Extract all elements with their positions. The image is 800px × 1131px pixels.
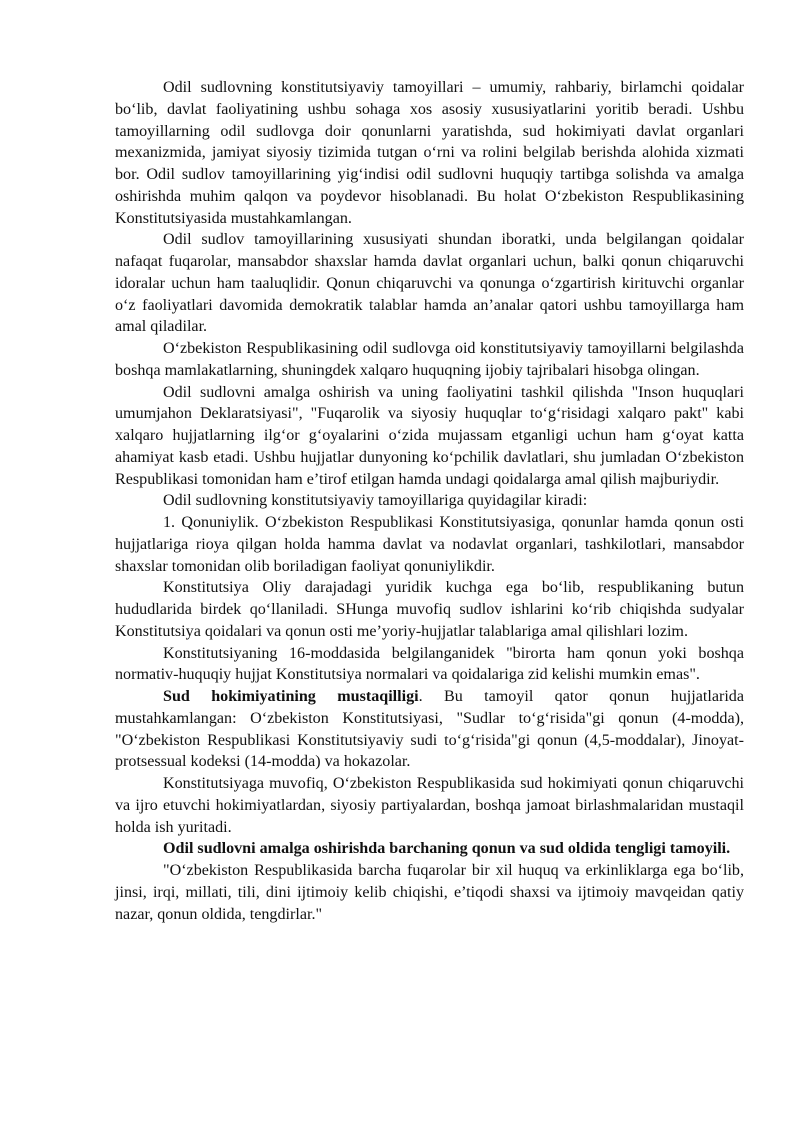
paragraph-8 xyxy=(115,643,744,687)
paragraph-7 xyxy=(115,577,744,642)
paragraph-text: 1. Qonuniylik. O‘zbekiston Respublikasi Konstitutsiyasiga, qonunlar hamda qonun osti hujjatlariga rioya qilgan holda hamma davlat va nodavlat organlari, tashkilotlari, mansabdor shaxslar tomonidan olib boriladigan faoliyat qonuniylikdir. xyxy=(115,514,744,575)
paragraph-6 xyxy=(115,512,744,577)
paragraph-2 xyxy=(115,229,744,338)
paragraph-text: Konstitutsiyaga muvofiq, O‘zbekiston Respublikasida sud hokimiyati qonun chiqaruvchi va ijro etuvchi hokimiyatlardan, siyosiy partiyalardan, boshqa jamoat birlashmalaridan mustaqil holda ish yuritadi. xyxy=(115,775,744,836)
paragraph-text: Odil sudlovni amalga oshirish va uning faoliyatini tashkil qilishda "Inson huquqlari umumjahon Deklaratsiyasi", "Fuqarolik va siyosiy huquqlar to‘g‘risidagi xalqaro pakt" kabi xalqaro hujjatlarning ilg‘or g‘oyalarini o‘zida mujassam etganligi uchun ham g‘oyat katta ahamiyat kasb etadi. Ushbu hujjatlar dunyoning ko‘pchilik davlatlari, shu jumladan O‘zbekiston Respublikasi tomonidan ham e’tirof etilgan hamda undagi qoidalarga amal qilish majburiydir. xyxy=(115,383,744,488)
paragraph-text: Odil sudlovning konstitutsiyaviy tamoyillari – umumiy, rahbariy, birlamchi qoidalar bo‘lib, davlat faoliyatining ushbu sohaga xos asosiy xususiyatlarini yoritib beradi. Ushbu tamoyillarning odil sudlovga doir qonunlarni yaratishda, sud hokimiyati davlat organlari mexanizmida, jamiyat siyosiy tizimida tutgan o‘rni va rolini belgilab berishda alohida xizmati bor. Odil sudlov tamoyillarining yig‘indisi odil sudlovni huquqiy tartibga solishda va amalga oshirishda muhim qalqon va poydevor hisoblanadi. Bu holat O‘zbekiston Respublikasining Konstitutsiyasida mustahkamlangan. xyxy=(115,79,744,227)
paragraph-text: O‘zbekiston Respublikasining odil sudlovga oid konstitutsiyaviy tamoyillarni belgilashda boshqa mamlakatlarning, shuningdek xalqaro huquqning ijobiy tajribalari hisobga olingan. xyxy=(115,340,744,379)
paragraph-12 xyxy=(115,860,744,925)
paragraph-5 xyxy=(115,490,744,512)
paragraph-11 xyxy=(115,838,744,860)
paragraph-3 xyxy=(115,338,744,382)
paragraph-text: "O‘zbekiston Respublikasida barcha fuqarolar bir xil huquq va erkinliklarga ega bo‘lib, jinsi, irqi, millati, tili, dini ijtimoiy kelib chiqishi, e’tiqodi shaxsi va ijtimoiy mavqeidan qatiy nazar, qonun oldida, tengdirlar." xyxy=(115,862,744,923)
paragraph-text: Konstitutsiyaning 16-moddasida belgilanganidek "birorta ham qonun yoki boshqa normativ-huquqiy hujjat Konstitutsiya normalari va qoidalariga zid kelishi mumkin emas". xyxy=(115,644,744,684)
paragraph-9 xyxy=(115,686,744,773)
paragraph-10 xyxy=(115,773,744,838)
paragraph-1 xyxy=(115,77,744,229)
paragraph-text: Konstitutsiya Oliy darajadagi yuridik kuchga ega bo‘lib, respublikaning butun hududlarida birdek qo‘llaniladi. SHunga muvofiq sudlov ishlarini ko‘rib chiqishda sudyalar Konstitutsiya qoidalari va qonun osti me’yoriy-hujjatlar talablariga amal qilishlari lozim. xyxy=(115,579,744,640)
paragraph-bold-heading: Odil sudlovni amalga oshirishda barchaning qonun va sud oldida tengligi tamoyili. xyxy=(163,840,731,858)
paragraph-text: Odil sudlov tamoyillarining xususiyati shundan iboratki, unda belgilangan qoidalar nafaqat fuqarolar, mansabdor shaxslar hamda davlat organlari uchun, balki qonun chiqaruvchi idoralar uchun ham taaluqlidir. Qonun chiqaruvchi va qonunga o‘zgartirish kirituvchi organlar o‘z faoliyatlari davomida demokratik talablar hamda an’analar qatori ushbu tamoyillarga ham amal qiladilar. xyxy=(115,231,744,336)
paragraph-bold-heading: Sud hokimiyatining mustaqilligi xyxy=(163,688,419,705)
document-page xyxy=(115,77,744,925)
paragraph-4 xyxy=(115,382,744,491)
paragraph-text: Odil sudlovning konstitutsiyaviy tamoyillariga quyidagilar kiradi: xyxy=(163,492,588,510)
paragraph-text: . Bu tamoyil qator qonun hujjatlarida mustahkamlangan: O‘zbekiston Konstitutsiyasi, "Sudlar to‘g‘risida"gi qonun (4-modda), "O‘zbekiston Respublikasi Konstitutsiyaviy sudi to‘g‘risida"gi qonun (4,5-moddalar), Jinoyat-protsessual kodeksi (14-modda) va hokazolar. xyxy=(115,688,744,771)
